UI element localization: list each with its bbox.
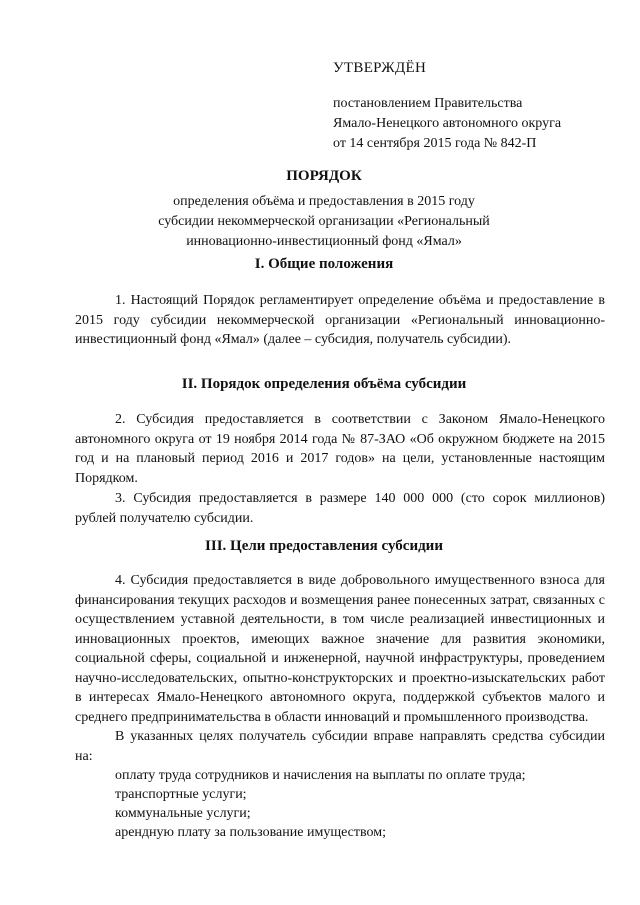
paragraph-2: 2. Субсидия предоставляется в соответствии с Законом Ямало-Ненецкого автономного округа от 19 ноября 2014 года № 87-ЗАО «Об окружном бюджете на 2015 год и на плановый период 2016 и 2017 годов» на цели, установленные настоящим Порядком.	[75, 412, 605, 486]
section-title-1: I. Общие положения	[254, 256, 394, 272]
document-subtitle-line: субсидии некоммерческой организации «Региональный	[158, 214, 490, 229]
section-title-3: III. Цели предоставления субсидии	[205, 538, 443, 554]
paragraph-3: 3. Субсидия предоставляется в размере 140 000 000 (сто сорок миллионов) рублей получателю субсидии.	[75, 491, 605, 526]
paragraph-5: В указанных целях получатель субсидии вправе направлять средства субсидии на:	[75, 729, 605, 764]
document-title-block	[60, 166, 588, 252]
approval-line: постановлением Правительства	[333, 96, 523, 111]
approval-line: Ямало-Ненецкого автономного округа	[333, 116, 562, 131]
list-item: транспортные услуги;	[115, 787, 247, 802]
paragraph-4: 4. Субсидия предоставляется в виде добровольного имущественного взноса для финансирования текущих расходов и возмещения ранее понесенных затрат, связанных с осуществлением уставной деятельности, в том числе реализацией инвестиционных и инновационных проектов, имеющих важное значение для развития экономики, социальной сферы, социальной и инженерной, научной инфраструктуры, проведением научно-исследовательских, опытно-конструкторских и проектно-изыскательских работ в интересах Ямало-Ненецкого автономного округа, поддержкой субъектов малого и среднего предпринимательства в области инноваций и промышленного производства.	[75, 573, 605, 725]
section-title-2: II. Порядок определения объёма субсидии	[181, 376, 467, 392]
approval-block	[333, 58, 623, 154]
document-subtitle-line: инновационно-инвестиционный фонд «Ямал»	[186, 234, 462, 249]
document-title: ПОРЯДОК	[286, 168, 362, 184]
approval-heading: УТВЕРЖДЁН	[333, 60, 427, 76]
document-subtitle-line: определения объёма и предоставления в 2015 году	[173, 194, 475, 209]
list-item: арендную плату за пользование имуществом;	[115, 825, 386, 840]
list-item: оплату труда сотрудников и начисления на выплаты по оплате труда;	[115, 768, 526, 783]
paragraph-1: 1. Настоящий Порядок регламентирует определение объёма и предоставление в 2015 году субсидии некоммерческой организации «Региональный инновационно-инвестиционный фонд «Ямал» (далее – субсидия, получатель субсидии).	[75, 293, 605, 347]
list-item: коммунальные услуги;	[115, 806, 251, 821]
approval-line: от 14 сентября 2015 года № 842-П	[333, 136, 537, 151]
